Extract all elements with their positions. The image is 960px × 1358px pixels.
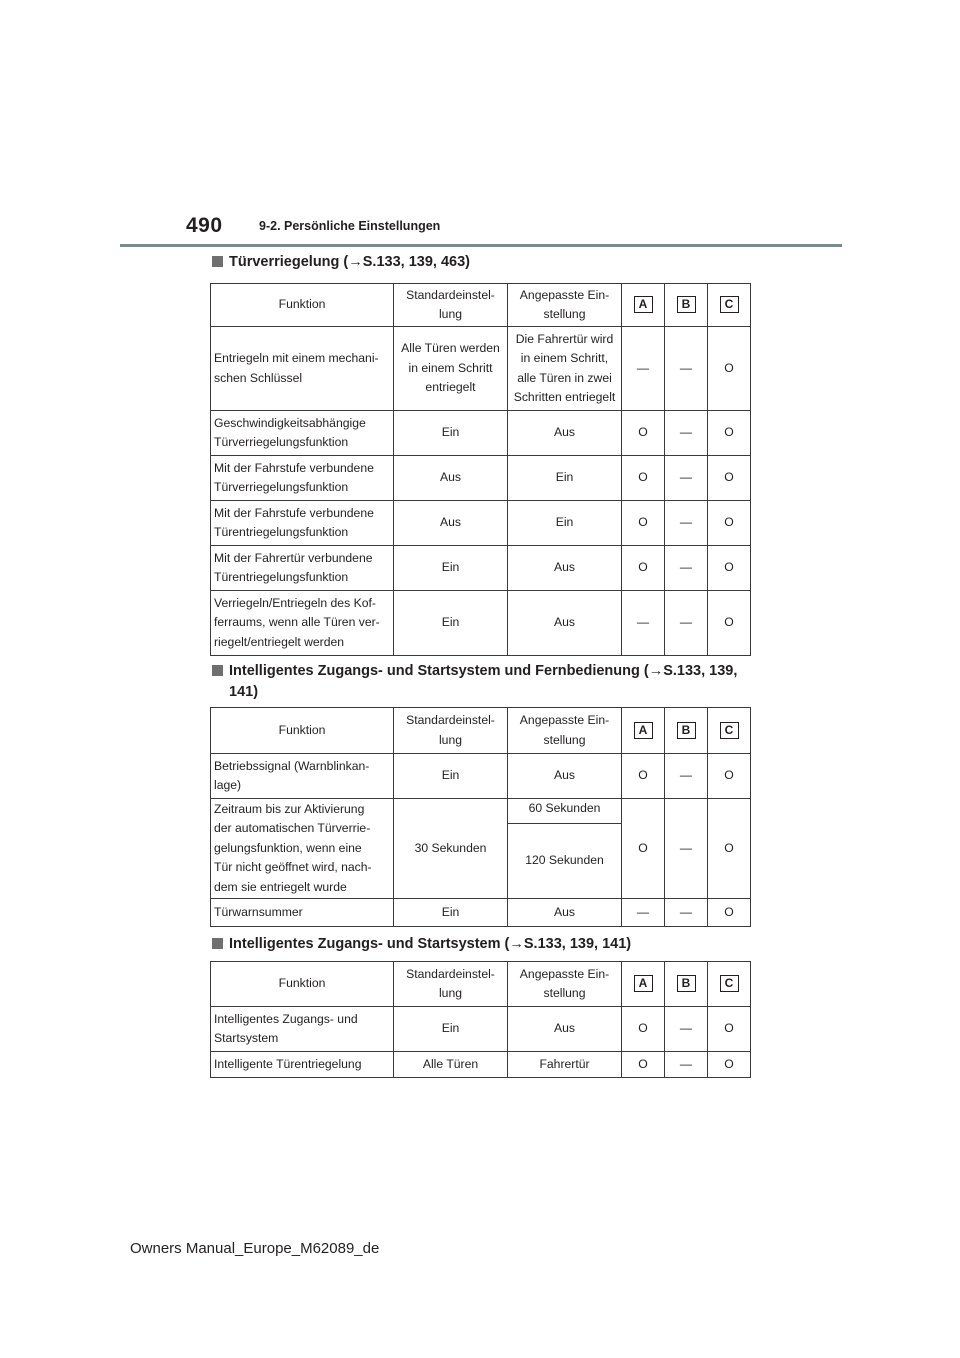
cell-c: O [708,754,751,799]
cell-c: O [708,591,751,656]
box-letter-b-icon: B [677,975,696,992]
box-letter-a-icon: A [634,722,653,739]
square-bullet-icon [212,938,223,949]
section-heading-text: Intelligentes Zugangs- und Startsystem (→S.133, 139, 141) [229,936,632,952]
column-header-b [665,708,708,754]
cell-c: O [708,1052,751,1078]
cell-c: O [708,799,751,899]
box-letter-a-icon: A [634,975,653,992]
cell-a: — [622,899,665,927]
cell-angepasst: Aus [508,754,622,799]
table-row [211,456,751,501]
square-bullet-icon [212,665,223,676]
square-bullet-icon [212,256,223,267]
section-heading-smart-entry-remote [212,661,749,703]
table-row [211,501,751,546]
cell-b: — [665,1052,708,1078]
cell-c: O [708,411,751,456]
header-rule [120,244,842,247]
box-letter-c-icon: C [720,296,739,313]
column-header-c [708,962,751,1007]
column-header-a [622,708,665,754]
table-row [211,1052,751,1078]
cell-standard: Aus [394,501,508,546]
cell-angepasst: Fahrertür [508,1052,622,1078]
cell-c: O [708,456,751,501]
cell-angepasst: Aus [508,1007,622,1052]
table-row [211,411,751,456]
cell-standard: Alle Türen werden in einem Schritt entriegelt [394,327,508,411]
settings-table-door-lock [210,283,751,656]
column-header-a [622,284,665,327]
section-heading-smart-entry [212,934,749,955]
cell-funktion: Verriegeln/Entriegeln des Kof- ferraums, wenn alle Türen ver- riegelt/entriegelt werden [211,591,394,656]
cell-standard: Alle Türen [394,1052,508,1078]
cell-funktion: Türwarnsummer [211,899,394,927]
cell-funktion: Entriegeln mit einem mechani- schen Schlüssel [211,327,394,411]
column-header-funktion: Funktion [211,962,394,1007]
cell-a: O [622,411,665,456]
box-letter-b-icon: B [677,722,696,739]
cell-a: O [622,546,665,591]
column-header-funktion: Funktion [211,284,394,327]
cell-c: O [708,501,751,546]
page-number: 490 [186,214,223,237]
cell-a: O [622,501,665,546]
cell-angepasst: Aus [508,899,622,927]
table-row [211,799,751,824]
chapter-title: 9-2. Persönliche Einstellungen [259,219,441,233]
cell-b: — [665,501,708,546]
cell-angepasst: Aus [508,591,622,656]
cell-standard: Ein [394,546,508,591]
table-row [211,591,751,656]
column-header-angepasst: Angepasste Ein- stellung [508,284,622,327]
cell-funktion: Geschwindigkeitsabhängige Türverriegelungsfunktion [211,411,394,456]
cell-standard: 30 Sekunden [394,799,508,899]
column-header-b [665,284,708,327]
cell-a: O [622,456,665,501]
cell-b: — [665,1007,708,1052]
box-letter-c-icon: C [720,722,739,739]
cell-a: O [622,1007,665,1052]
box-letter-a-icon: A [634,296,653,313]
table-row [211,546,751,591]
cell-c: O [708,1007,751,1052]
cell-angepasst: Ein [508,456,622,501]
cell-a: O [622,799,665,899]
column-header-standard: Standardeinstel- lung [394,284,508,327]
cell-funktion: Mit der Fahrstufe verbundene Türentriegelungsfunktion [211,501,394,546]
column-header-standard: Standardeinstel- lung [394,708,508,754]
cell-funktion: Intelligentes Zugangs- und Startsystem [211,1007,394,1052]
cell-standard: Ein [394,1007,508,1052]
column-header-funktion: Funktion [211,708,394,754]
cell-angepasst: Aus [508,411,622,456]
section-heading-text: Intelligentes Zugangs- und Startsystem und Fernbedienung (→S.133, 139, 141) [229,663,738,700]
cell-standard: Ein [394,899,508,927]
cell-b: — [665,899,708,927]
cell-angepasst-option-1: 60 Sekunden [508,799,622,824]
settings-table-smart-entry-remote [210,707,751,927]
table-header-row [211,708,751,754]
column-header-c [708,708,751,754]
table-header-row [211,284,751,327]
settings-table-smart-entry [210,961,751,1078]
cell-b: — [665,754,708,799]
column-header-angepasst: Angepasste Ein- stellung [508,708,622,754]
box-letter-c-icon: C [720,975,739,992]
table-row [211,1007,751,1052]
cell-standard: Ein [394,754,508,799]
cell-a: O [622,1052,665,1078]
cell-a: O [622,754,665,799]
table-row [211,327,751,411]
cell-standard: Aus [394,456,508,501]
cell-angepasst-option-2: 120 Sekunden [508,824,622,899]
section-heading-door-lock [212,252,749,273]
cell-a: — [622,591,665,656]
cell-funktion: Mit der Fahrertür verbundene Türentriegelungsfunktion [211,546,394,591]
cell-standard: Ein [394,411,508,456]
cell-funktion: Mit der Fahrstufe verbundene Türverriegelungsfunktion [211,456,394,501]
table-header-row [211,962,751,1007]
cell-standard: Ein [394,591,508,656]
cell-b: — [665,799,708,899]
section-heading-text: Türverriegelung (→S.133, 139, 463) [229,254,470,270]
column-header-a [622,962,665,1007]
cell-b: — [665,327,708,411]
cell-funktion: Betriebssignal (Warnblinkan- lage) [211,754,394,799]
cell-funktion: Intelligente Türentriegelung [211,1052,394,1078]
cell-a: — [622,327,665,411]
column-header-standard: Standardeinstel- lung [394,962,508,1007]
cell-b: — [665,546,708,591]
cell-angepasst: Die Fahrertür wird in einem Schritt, alle Türen in zwei Schritten entriegelt [508,327,622,411]
cell-c: O [708,899,751,927]
cell-angepasst: Ein [508,501,622,546]
column-header-b [665,962,708,1007]
cell-c: O [708,546,751,591]
cell-angepasst: Aus [508,546,622,591]
column-header-c [708,284,751,327]
table-row [211,899,751,927]
footer-text: Owners Manual_Europe_M62089_de [130,1240,380,1257]
cell-b: — [665,456,708,501]
cell-b: — [665,591,708,656]
cell-funktion: Zeitraum bis zur Aktivierung der automatischen Türverrie- gelungsfunktion, wenn eine Tür nicht geöffnet wird, nach- dem sie entriegelt wurde [211,799,394,899]
table-row [211,754,751,799]
box-letter-b-icon: B [677,296,696,313]
column-header-angepasst: Angepasste Ein- stellung [508,962,622,1007]
cell-b: — [665,411,708,456]
cell-c: O [708,327,751,411]
